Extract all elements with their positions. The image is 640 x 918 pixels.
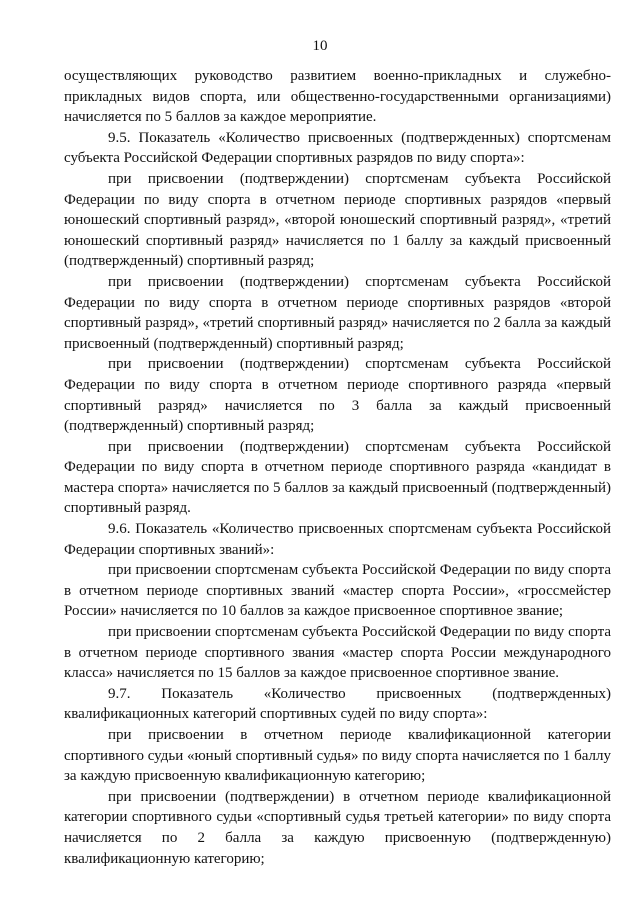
body-text: [64, 66, 611, 869]
paragraph-1: осуществляющих руководство развитием военно-прикладных и служебно-прикладных видов спорта, или общественно-государственными организациями) начисляется по 5 баллов за каждое мероприятие.: [64, 68, 611, 126]
paragraph-5: при присвоении (подтверждении) спортсменам субъекта Российской Федерации по виду спорта в отчетном периоде спортивного разряда «первый спортивный разряд» начисляется по 3 балла за каждый присвоенный (подтвержденный) спортивный разряд;: [64, 356, 611, 435]
paragraph-6: при присвоении (подтверждении) спортсменам субъекта Российской Федерации по виду спорта в отчетном периоде спортивного разряда «кандидат в мастера спорта» начисляется по 5 баллов за каждый присвоенный (подтвержденный) спортивный разряд.: [64, 438, 611, 517]
paragraph-3: при присвоении (подтверждении) спортсменам субъекта Российской Федерации по виду спорта в отчетном периоде спортивных разрядов «первый юношеский спортивный разряд», «второй юношеский спортивный разряд», «третий юношеский спортивный разряд» начисляется по 1 баллу за каждый присвоенный (подтвержденный) спортивный разряд;: [64, 170, 611, 270]
paragraph-12: при присвоении (подтверждении) в отчетном периоде квалификационной категории спортивного судьи «спортивный судья третьей категории» по виду спорта начисляется по 2 балла за каждую присвоенную (подтвержденную) квалификационную категорию;: [64, 788, 611, 867]
page-number: 10: [312, 38, 328, 54]
paragraph-9: при присвоении спортсменам субъекта Российской Федерации по виду спорта в отчетном периоде спортивного звания «мастер спорта России международного класса» начисляется по 15 баллов за каждое присвоенное спортивное звание.: [64, 624, 611, 682]
paragraph-10: 9.7. Показатель «Количество присвоенных (подтвержденных) квалификационных категорий спортивных судей по виду спорта»:: [64, 685, 611, 723]
paragraph-11: при присвоении в отчетном периоде квалификационной категории спортивного судьи «юный спортивный судья» по виду спорта начисляется по 1 баллу за каждую присвоенную квалификационную категорию;: [64, 727, 611, 785]
paragraph-7: 9.6. Показатель «Количество присвоенных спортсменам субъекта Российской Федерации спортивных званий»:: [64, 521, 611, 558]
paragraph-2: 9.5. Показатель «Количество присвоенных (подтвержденных) спортсменам субъекта Российской Федерации спортивных разрядов по виду спорта»:: [64, 129, 611, 167]
paragraph-8: при присвоении спортсменам субъекта Российской Федерации по виду спорта в отчетном периоде спортивных званий «мастер спорта России», «гроссмейстер России» начисляется по 10 баллов за каждое присвоенное спортивное звание;: [64, 562, 611, 620]
paragraph-4: при присвоении (подтверждении) спортсменам субъекта Российской Федерации по виду спорта в отчетном периоде спортивных разрядов «второй спортивный разряд», «третий спортивный разряд» начисляется по 2 балла за каждый присвоенный (подтвержденный) спортивный разряд;: [64, 273, 611, 352]
